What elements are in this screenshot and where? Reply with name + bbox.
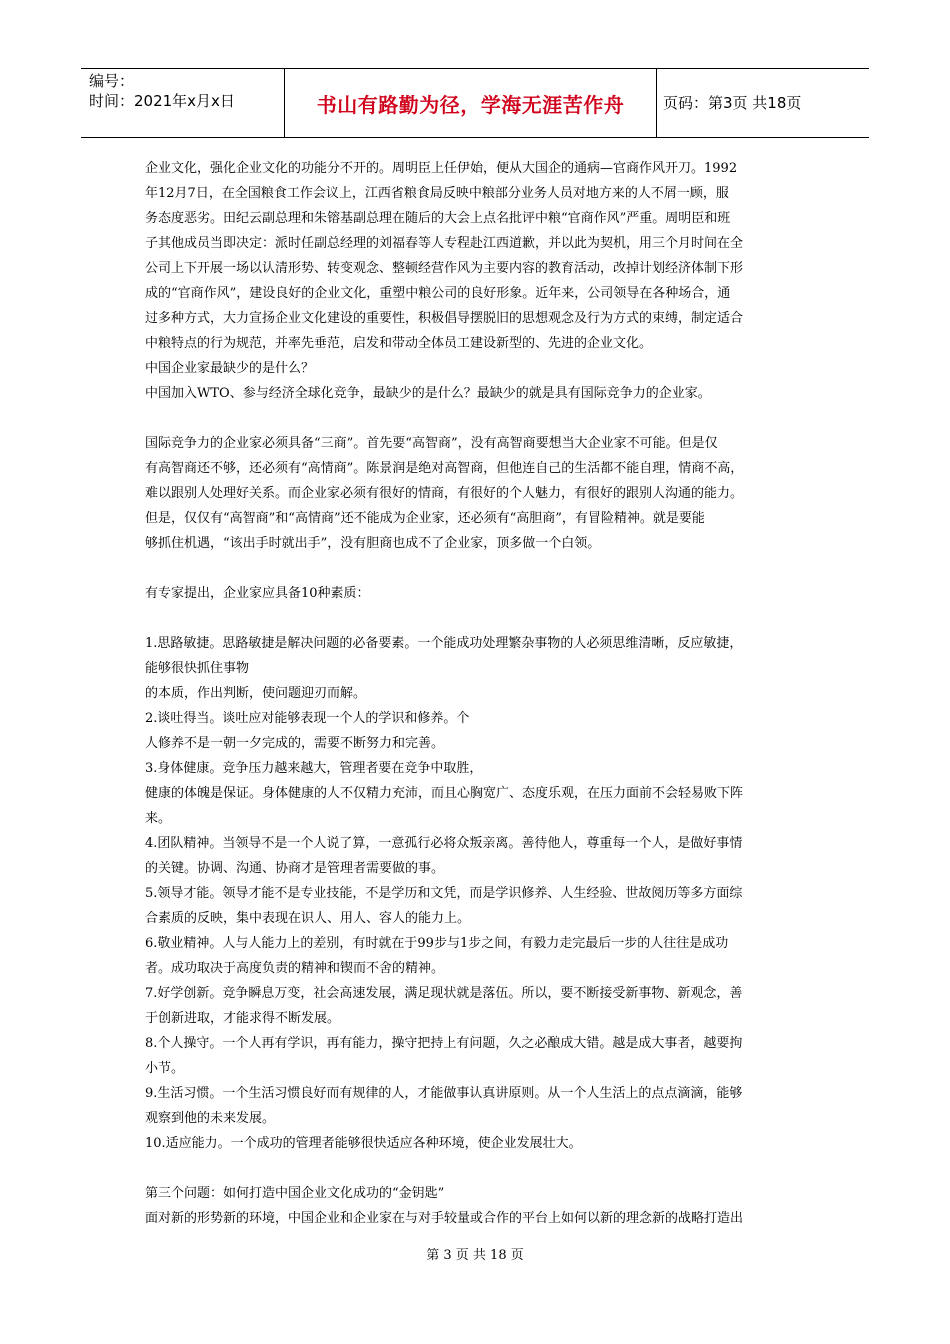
body-line: 合素质的反映，集中表现在识人、用人、容人的能力上。: [145, 911, 471, 926]
body-line: 难以跟别人处理好关系。而企业家必须有很好的情商，有很好的个人魅力，有很好的跟别人沟通的能力。: [145, 486, 744, 501]
header-table: [81, 68, 869, 138]
body-line: 2.谈吐得当。谈吐应对能够表现一个人的学识和修养。个: [145, 711, 470, 726]
body-line: 中国加入WTO、参与经济全球化竞争，最缺少的是什么？最缺少的就是具有国际竞争力的企业家。: [145, 386, 711, 401]
body-line: 5.领导才能。领导才能不是专业技能，不是学历和文凭，而是学识修养、人生经验、世故阅历等多方面综: [145, 886, 743, 901]
body-line: 够抓住机遇，“该出手时就出手”，没有胆商也成不了企业家，顶多做一个白领。: [145, 536, 601, 551]
body-line: 子其他成员当即决定：派时任副总经理的刘福春等人专程赴江西道歉，并以此为契机，用三个月时间在全: [145, 236, 744, 251]
blank-line: [145, 606, 810, 631]
header-motto: 书山有路勤为径，学海无涯苦作舟: [316, 93, 625, 117]
body-line: 者。成功取决于高度负责的精神和锲而不舍的精神。: [145, 961, 445, 976]
body-line: 国际竞争力的企业家必须具备“三商”。首先要“高智商”，没有高智商要想当大企业家不可能。但是仅: [145, 436, 718, 451]
body-line: 来。: [145, 811, 172, 826]
body-line: 4.团队精神。当领导不是一个人说了算，一意孤行必将众叛亲离。善待他人，尊重每一个人，是做好事情: [145, 836, 743, 851]
body-line: 9.生活习惯。一个生活习惯良好而有规律的人，才能做事认真讲原则。从一个人生活上的点点滴滴，能够: [145, 1086, 743, 1101]
body-line: 面对新的形势新的环境，中国企业和企业家在与对手较量或合作的平台上如何以新的理念新的战略打造出: [145, 1211, 744, 1226]
body-line: 务态度恶劣。田纪云副总理和朱镕基副总理在随后的大会上点名批评中粮“官商作风”严重。周明臣和班: [145, 211, 731, 226]
body-line: 企业文化，强化企业文化的功能分不开的。周明臣上任伊始，便从大国企的通病—官商作风开刀。1992: [145, 161, 738, 176]
body-line: 观察到他的未来发展。: [145, 1111, 276, 1126]
header-page-cell: [663, 69, 869, 137]
body-line: 第三个问题：如何打造中国企业文化成功的“金钥匙”: [145, 1186, 445, 1201]
body-line: 1.思路敏捷。思路敏捷是解决问题的必备要素。一个能成功处理繁杂事物的人必须思维清晰，反应敏捷，: [145, 636, 743, 651]
body-line: 于创新进取，才能求得不断发展。: [145, 1011, 341, 1026]
body-line: 的本质，作出判断，使问题迎刃而解。: [145, 686, 367, 701]
body-line: 的关键。协调、沟通、协商才是管理者需要做的事。: [145, 861, 445, 876]
header-left-cell: [81, 69, 285, 137]
blank-line: [145, 1156, 810, 1181]
body-line: 有高智商还不够，还必须有“高情商”。陈景润是绝对高智商，但他连自己的生活都不能自理，情商不高，: [145, 461, 744, 476]
blank-line: [145, 556, 810, 581]
body-line: 人修养不是一朝一夕完成的，需要不断努力和完善。: [145, 736, 445, 751]
body-line: 但是，仅仅有“高智商”和“高情商”还不能成为企业家，还必须有“高胆商”，有冒险精神。就是要能: [145, 511, 705, 526]
body-line: 小节。: [145, 1061, 185, 1076]
body-line: 过多种方式，大力宣扬企业文化建设的重要性，积极倡导摆脱旧的思想观念及行为方式的束缚，制定适合: [145, 311, 744, 326]
document-number-label: 编号：: [89, 72, 135, 90]
body-line: 6.敬业精神。人与人能力上的差别，有时就在于99步与1步之间，有毅力走完最后一步的人往往是成功: [145, 936, 729, 951]
body-line: 健康的体魄是保证。身体健康的人不仅精力充沛，而且心胸宽广、态度乐观，在压力面前不会轻易败下阵: [145, 786, 744, 801]
body-line: 3.身体健康。竞争压力越来越大，管理者要在竞争中取胜，: [145, 761, 483, 776]
body-line: 年12月7日，在全国粮食工作会议上，江西省粮食局反映中粮部分业务人员对地方来的人不屑一顾，服: [145, 186, 729, 201]
body-line: 有专家提出，企业家应具备10种素质：: [145, 586, 370, 601]
body-line: 公司上下开展一场以认清形势、转变观念、整顿经营作风为主要内容的教育活动，改掉计划经济体制下形: [145, 261, 744, 276]
body-line: 成的“官商作风”，建设良好的企业文化，重塑中粮公司的良好形象。近年来，公司领导在各种场合，通: [145, 286, 731, 301]
page-footer: 第 3 页 共 18 页: [426, 1248, 524, 1263]
body-line: 能够很快抓住事物: [145, 661, 250, 676]
header-page-number: 页码：第3页 共18页: [663, 94, 802, 112]
document-body: [145, 156, 810, 1231]
body-line: 中国企业家最缺少的是什么？: [145, 361, 315, 376]
body-line: 中粮特点的行为规范，并率先垂范，启发和带动全体员工建设新型的、先进的企业文化。: [145, 336, 653, 351]
header-motto-cell: [285, 69, 657, 137]
body-line: 10.适应能力。一个成功的管理者能够很快适应各种环境，使企业发展壮大。: [145, 1136, 582, 1151]
body-line: 8.个人操守。一个人再有学识，再有能力，操守把持上有问题，久之必酿成大错。越是成大事者，越要拘: [145, 1036, 743, 1051]
blank-line: [145, 406, 810, 431]
body-line: 7.好学创新。竞争瞬息万变，社会高速发展，满足现状就是落伍。所以，要不断接受新事物、新观念，善: [145, 986, 743, 1001]
document-time-label: 时间：2021年x月x日: [89, 92, 235, 110]
